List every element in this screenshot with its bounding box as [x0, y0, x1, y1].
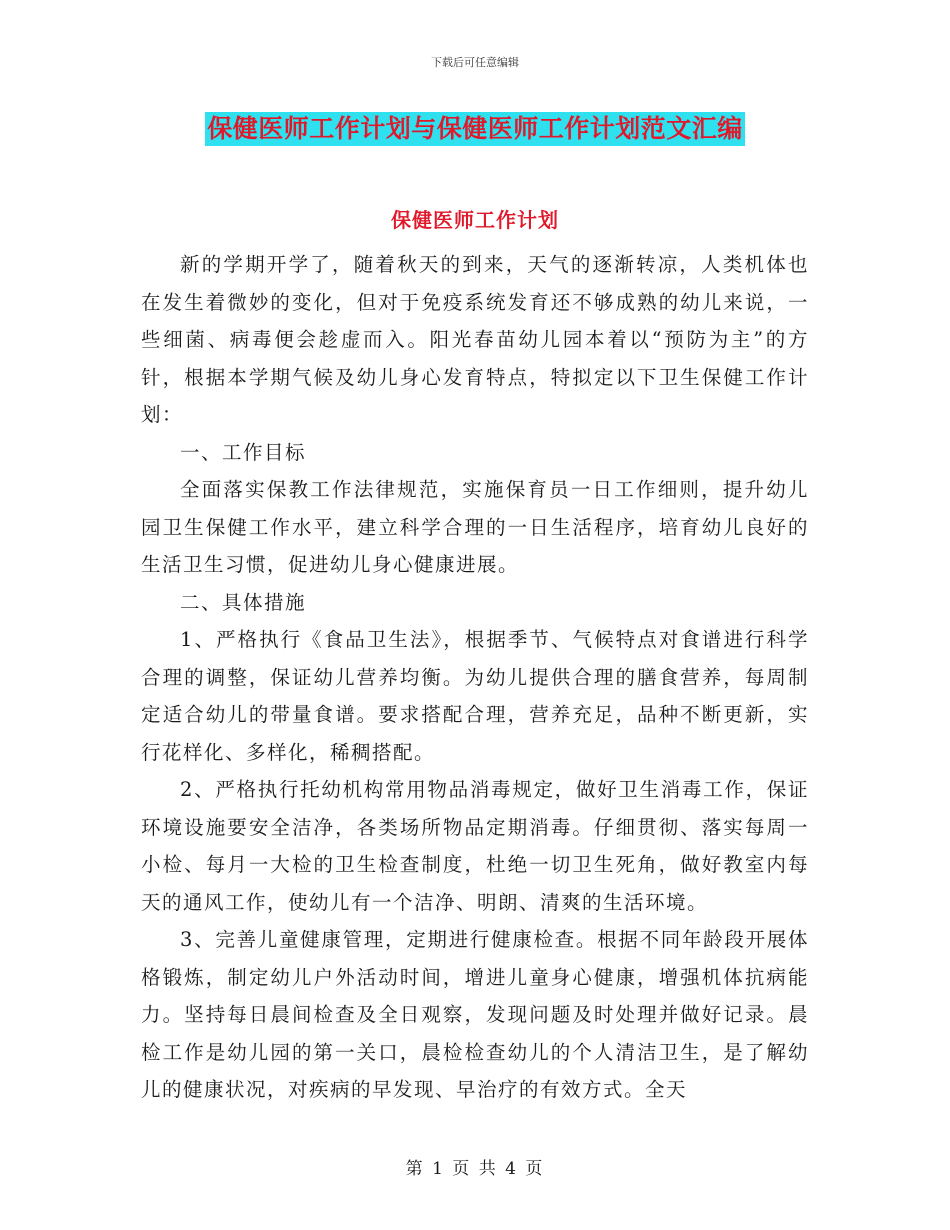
paragraph-goals: 全面落实保教工作法律规范，实施保育员一日工作细则，提升幼儿园卫生保健工作水平，建立科学合理的一日生活程序，培育幼儿良好的生活卫生习惯，促进幼儿身心健康进展。 — [141, 478, 809, 576]
document-title — [0, 112, 950, 146]
heading-work-goals: 一、工作目标 — [180, 440, 307, 464]
header-note: 下载后可任意编辑 — [431, 56, 519, 69]
heading-measures: 二、具体措施 — [180, 590, 307, 614]
paragraph-measure-3: 3、完善儿童健康管理，定期进行健康检查。根据不同年龄段开展体格锻炼，制定幼儿户外活动时间，增进儿童身心健康，增强机体抗病能力。坚持每日晨间检查及全日观察，发现问题及时处理并做好记录。晨检工作是幼儿园的第一关口，晨检检查幼儿的个人清洁卫生，是了解幼儿的健康状况，对疾病的早发现、早治疗的有效方式。全天 — [141, 928, 809, 1101]
page-footer: 第 1 页 共 4 页 — [405, 1159, 545, 1179]
paragraph-measure-1: 1、严格执行《食品卫生法》，根据季节、气候特点对食谱进行科学合理的调整，保证幼儿营养均衡。为幼儿提供合理的膳食营养，每周制定适合幼儿的带量食谱。要求搭配合理，营养充足，品种不断更新，实行花样化、多样化，稀稠搭配。 — [141, 628, 809, 764]
document-body — [141, 246, 809, 1109]
paragraph-intro: 新的学期开学了，随着秋天的到来，天气的逐渐转凉，人类机体也在发生着微妙的变化，但对于免疫系统发育还不够成熟的幼儿来说，一些细菌、病毒便会趁虚而入。阳光春苗幼儿园本着以“预防为主”的方针，根据本学期气候及幼儿身心发育特点，特拟定以下卫生保健工作计划： — [141, 253, 809, 426]
section-title: 保健医师工作计划 — [391, 208, 559, 232]
paragraph-measure-2: 2、严格执行托幼机构常用物品消毒规定，做好卫生消毒工作，保证环境设施要安全洁净，各类场所物品定期消毒。仔细贯彻、落实每周一小检、每月一大检的卫生检查制度，杜绝一切卫生死角，做好教室内每天的通风工作，使幼儿有一个洁净、明朗、清爽的生活环境。 — [141, 778, 809, 914]
document-title-text: 保健医师工作计划与保健医师工作计划范文汇编 — [205, 112, 745, 146]
